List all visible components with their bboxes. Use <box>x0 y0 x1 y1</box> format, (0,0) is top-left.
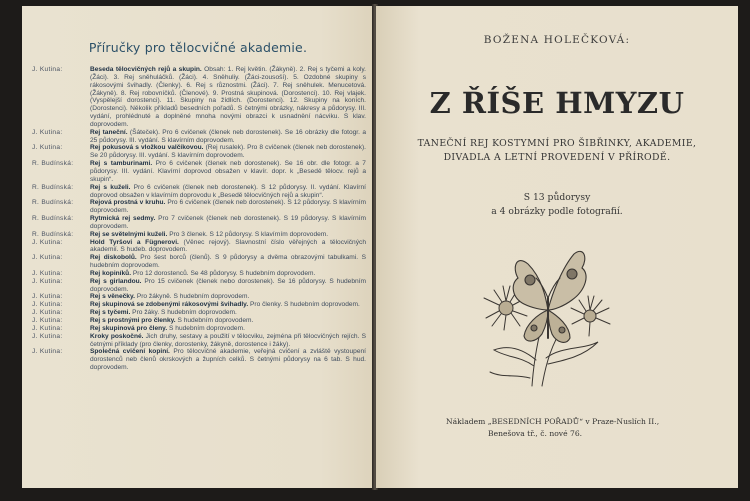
publisher-line-1: Nákladem „BESEDNÍCH POŘADŮ“ v Praze-Nuslích II., <box>446 417 660 426</box>
entry-work-title: Rytmická rej sedmy. <box>90 215 156 223</box>
entry-author: J. Kutina: <box>32 238 63 246</box>
entry-work-title: Rej s girlandou. <box>90 277 142 285</box>
list-item <box>32 278 366 294</box>
entry-author: J. Kutina: <box>32 269 63 277</box>
entry-work-title: Rej skupinová se zdobenými rákosovými švihadly. <box>90 301 249 309</box>
entry-text <box>90 239 366 255</box>
book-title: Z ŘÍŠE HMYZU <box>429 86 685 120</box>
leaf-left <box>494 348 536 366</box>
entry-description: Pro tělocvičné akademie, veřejná cvičení a zvláště vystoupení dorostenců neb členů okrskových a župních celků. S četnými půdorysy na 6 tab. S hud. doprovodem. <box>90 348 366 372</box>
left-page-title: Příručky pro tělocvičné akademie. <box>88 40 308 55</box>
entry-author: J. Kutina: <box>32 309 63 317</box>
entry-description: S hudebním doprovodem. <box>177 317 254 324</box>
entry-description: Jich druhy, sestavy a použití v tělocviku, zejména při tělocvičných rejích. S četnými příklady (pro členky, dorostenky, žákyně, dorostence i žáky). <box>90 332 366 348</box>
list-item <box>32 215 366 231</box>
entry-text <box>90 129 366 145</box>
entry-text <box>90 301 366 309</box>
entry-author: J. Kutina: <box>32 66 63 73</box>
entry-author: R. Budínská: <box>32 183 74 191</box>
entry-author: J. Kutina: <box>32 144 63 152</box>
entry-author: R. Budínská: <box>32 215 74 223</box>
list-item <box>32 239 366 255</box>
entry-text <box>90 199 366 215</box>
leaf-low <box>490 372 530 378</box>
entry-description: S hudebním doprovodem. <box>169 324 245 332</box>
entry-text <box>90 270 366 278</box>
entry-text <box>90 325 366 333</box>
entry-work-title: Rej pokusová s vložkou valčíkovou. <box>90 144 204 152</box>
entry-work-title: Rej s tamburinami. <box>90 160 153 168</box>
author-name: BOŽENA HOLEČKOVÁ: <box>483 34 631 46</box>
edition-line-1: S 13 půdorysy <box>523 192 591 203</box>
entry-description: Pro členky. S hudebním doprovodem. <box>250 301 360 309</box>
entry-text <box>90 333 366 349</box>
entry-author: J. Kutina: <box>32 293 63 301</box>
entry-work-title: Společná cvičení kopiní. <box>90 348 170 356</box>
entry-text <box>90 293 366 301</box>
list-item <box>32 317 366 325</box>
butterfly <box>513 251 586 342</box>
entry-author: J. Kutina: <box>32 128 63 136</box>
entry-author: J. Kutina: <box>32 348 63 356</box>
list-item <box>32 301 366 309</box>
entry-work-title: Rej se světelnými kuželi. <box>90 230 168 238</box>
entry-description: Pro 6 cvičenek (členek neb dorostenek). S 12 půdorysy. S klavírním doprovodem. <box>90 199 366 215</box>
entry-description: Obsah: 1. Rej květin. (Žákyně). 2. Rej s tyčemi a koly. (Žáci). 3. Rej sněhuláčků. (Žáci). 4. Sněhuliy. (Žáci-zousoší). 5. Ozdobné skupiny s rákosovými švihadly. (Členky). 6. Rej s různostmi. (Žáci). 7. Rej sněhulek. Menucetová. (Žákyně). 8. Rej robovníčků. (Členové). 9. Prostná skupinová. (Dorostenci). 10. Rej vlajek. (Vyspělejší dorostenci). 11. Skupiny na žídlích. (Dorostenci). 12. Skupiny na koních. (Dorostenci). Několik příkladů besedních pořadů. S četnými obrázky, nákresy a půdorysy. III. vydání, prohlédnuté a doplněné mnoha novými obrazci k usnadnění nácviku. S klav. doprovodem. <box>90 66 366 128</box>
entry-work-title: Hold Tyršovi a Fügnerovi. <box>90 238 179 246</box>
entry-text <box>90 184 366 200</box>
list-item <box>32 129 366 145</box>
entry-text <box>90 231 366 239</box>
entry-author: J. Kutina: <box>32 277 63 285</box>
entry-work-title: Rej taneční. <box>90 128 128 136</box>
publisher-info <box>446 416 716 439</box>
entry-work-title: Rej skupinová pro členy. <box>90 324 168 332</box>
entry-text <box>90 160 366 184</box>
entry-text <box>90 278 366 294</box>
entry-text <box>90 144 366 160</box>
entry-author: R. Budínská: <box>32 230 74 238</box>
list-item <box>32 348 366 372</box>
entry-author: R. Budínská: <box>32 160 74 168</box>
entry-description: Pro 6 cvičenek (členek neb dorostenek). S 12 půdorysy. II. vydání. Klavírní doprovod obsažen v klavírním doprovodu k „Besedě tělocvičných rejů a skupin“. <box>90 183 366 199</box>
entry-work-title: Beseda tělocvičných rejů a skupin. <box>90 66 202 73</box>
entry-description: Pro 3 členek. S 12 půdorysy. S klavírním doprovodem. <box>169 230 329 238</box>
list-item <box>32 325 366 333</box>
entry-description: (Věnec rejový). Slavnostní číslo věřejných a tělocvičných akademií. S hudeb. doprovodem. <box>90 238 366 254</box>
entry-work-title: Rej s kuželi. <box>90 183 131 191</box>
entry-author: J. Kutina: <box>32 317 63 324</box>
right-page <box>376 6 738 488</box>
list-item <box>32 309 366 317</box>
left-page <box>22 6 374 488</box>
entry-description: Pro šest borců (členů). S 9 půdorysy a dvěma obrazovými tabulkami. S hudebním doprovodem. <box>90 254 366 270</box>
entry-author: J. Kutina: <box>32 254 63 262</box>
list-item <box>32 231 366 239</box>
list-item <box>32 254 366 270</box>
entry-work-title: Rej kopiníků. <box>90 269 132 277</box>
entry-work-title: Kroky poskočné. <box>90 332 144 340</box>
list-item <box>32 270 366 278</box>
publication-list <box>32 66 366 372</box>
entry-text <box>90 215 366 231</box>
book-subtitle: TANEČNÍ REJ KOSTYMNÍ PRO ŠIBŘINKY, AKADEMIE, DIVADLA A LETNÍ PROVEDENÍ V PŘÍRODĚ. <box>417 138 697 163</box>
edition-info <box>376 191 738 219</box>
entry-description: Pro 6 cvičenek (členek neb dorostenek). Se 16 obr. dle fotogr. a 7 půdorysy. III. vydání. Klavírní doprovod obsažen v klavír. dopr. k „Besedě tělocv. rejů a skupin“. <box>90 160 366 183</box>
list-item <box>32 184 366 200</box>
entry-text <box>90 309 366 317</box>
entry-author: J. Kutina: <box>32 301 63 309</box>
edition-line-2: a 4 obrázky podle fotografií. <box>491 206 623 217</box>
entry-description: (Rej rusalek). Pro 8 cvičenek (členek neb dorostenek). Se 20 půdorysy. III. vydání. S klavírním doprovodem. <box>90 144 366 160</box>
flower-right <box>571 296 610 336</box>
entry-description: Pro 7 cvičenek (členek neb dorostenek). S 19 půdorysy. S klavírním doprovodem. <box>90 215 366 230</box>
entry-author: J. Kutina: <box>32 332 63 340</box>
entry-description: Pro žákyně. S hudebním doprovodem. <box>136 293 250 301</box>
entry-description: Pro 12 dorostenců. Se 48 půdorysy. S hudebním doprovodem. <box>132 269 316 277</box>
list-item <box>32 199 366 215</box>
entry-work-title: Rej s prostnými pro členky. <box>90 317 176 324</box>
entry-work-title: Rejová prostná v kruhu. <box>90 199 166 207</box>
entry-author: J. Kutina: <box>32 324 63 332</box>
list-item <box>32 66 366 129</box>
entry-text <box>90 66 366 129</box>
entry-text <box>90 348 366 372</box>
entry-description: Pro 15 cvičenek (členek nebo dorostenek). Se 16 půdorysy. S hudebním doprovodem. <box>90 277 366 293</box>
entry-author: R. Budínská: <box>32 199 74 207</box>
entry-description: (Šáteček). Pro 6 cvičenek (členek neb dorostenek). Se 16 obrázky dle fotogr. a 25 půdorysy. III. vydání. S klavírním doprovodem. <box>90 128 366 144</box>
entry-description: Pro žáky. S hudebním doprovodem. <box>132 309 237 317</box>
list-item <box>32 293 366 301</box>
list-item <box>32 333 366 349</box>
entry-text <box>90 317 366 325</box>
entry-text <box>90 254 366 270</box>
list-item <box>32 144 366 160</box>
butterfly-flower-illustration <box>472 238 622 388</box>
publisher-address: Benešova tř., č. nové 76. <box>488 428 583 438</box>
entry-work-title: Rej s tyčemi. <box>90 309 131 317</box>
entry-work-title: Rej s věnečky. <box>90 293 135 301</box>
entry-work-title: Rej diskobolů. <box>90 254 137 262</box>
list-item <box>32 160 366 184</box>
